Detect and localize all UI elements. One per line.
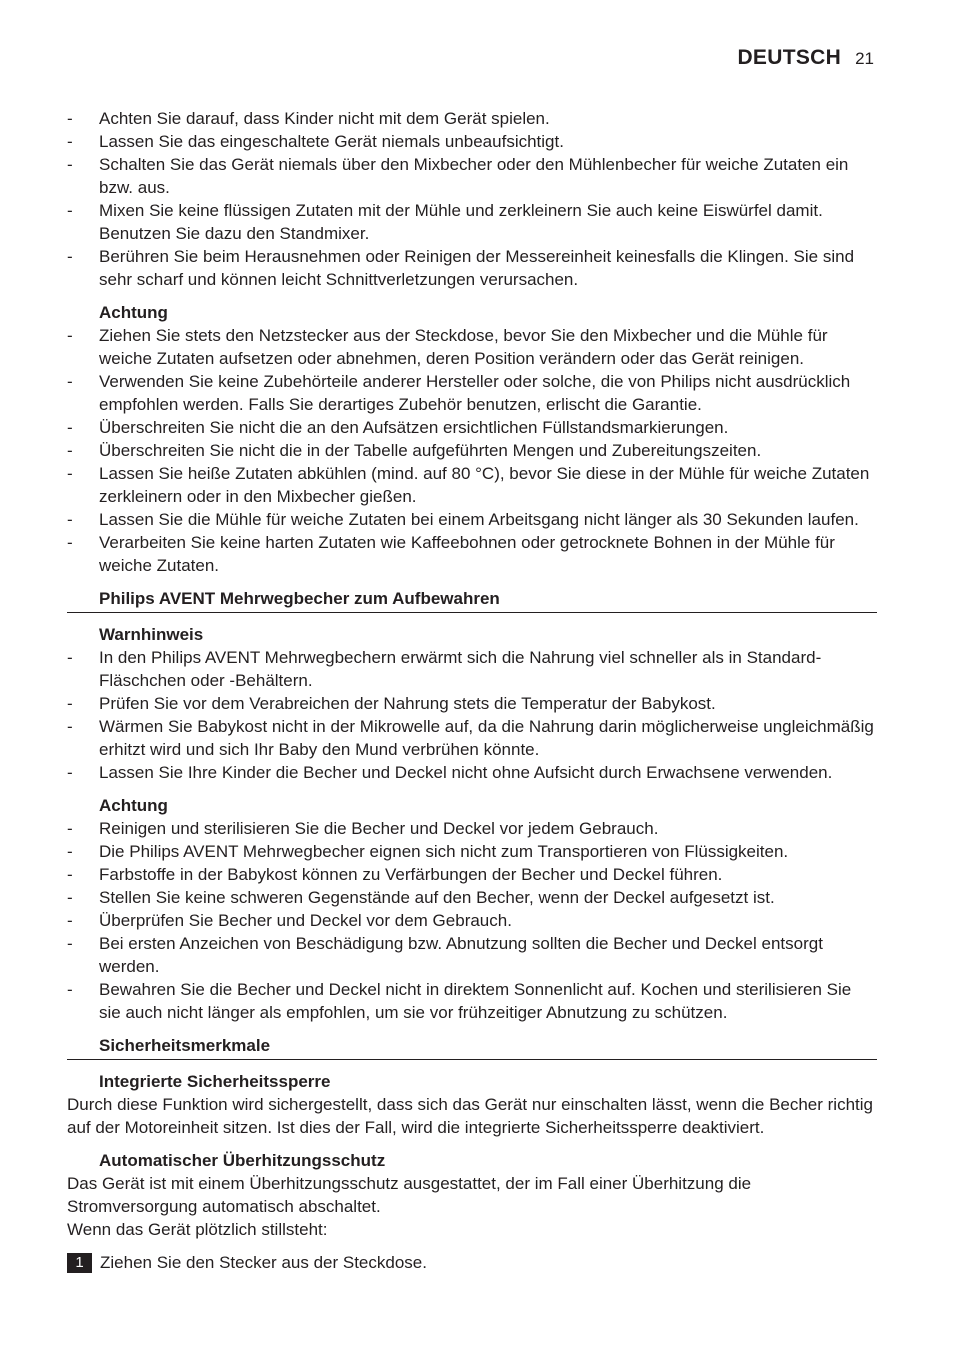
- step-item: [67, 1251, 877, 1274]
- list-item: - Farbstoffe in der Babykost können zu Verfärbungen der Becher und Deckel führen.: [67, 865, 723, 884]
- lock-heading: Integrierte Sicherheitssperre: [99, 1072, 331, 1091]
- page-number: 21: [855, 49, 874, 68]
- list-item: - Wärmen Sie Babykost nicht in der Mikrowelle auf, da die Nahrung darin möglicherweise ungleichmäßig erhitzt wird und sich Ihr Baby den Mund verbrühen könnte.: [67, 717, 874, 759]
- list-item: - Bewahren Sie die Becher und Deckel nicht in direktem Sonnenlicht auf. Kochen und sterilisieren Sie sie auch nicht länger als empfohlen, um sie vor frühzeitiger Abnutzung zu schützen.: [67, 980, 852, 1022]
- list-item: - Lassen Sie die Mühle für weiche Zutaten bei einem Arbeitsgang nicht länger als 30 Sekunden laufen.: [67, 510, 859, 529]
- list-item: - Verarbeiten Sie keine harten Zutaten wie Kaffeebohnen oder getrocknete Bohnen in der Mühle für weiche Zutaten.: [67, 533, 835, 575]
- caution-heading: Achtung: [99, 303, 168, 322]
- list-item: - Lassen Sie Ihre Kinder die Becher und Deckel nicht ohne Aufsicht durch Erwachsene verwenden.: [67, 763, 833, 782]
- list-item: - Stellen Sie keine schweren Gegenstände auf den Becher, wenn der Deckel aufgesetzt ist.: [67, 888, 775, 907]
- list-item: - Verwenden Sie keine Zubehörteile anderer Hersteller oder solche, die von Philips nicht ausdrücklich empfohlen werden. Falls Sie derartiges Zubehör benutzen, erlischt die Garantie.: [67, 372, 851, 414]
- step-number: 1: [67, 1253, 92, 1273]
- safety-list: [67, 107, 877, 291]
- list-item: - Überprüfen Sie Becher und Deckel vor dem Gebrauch.: [67, 911, 512, 930]
- caution-list: [67, 324, 877, 577]
- section-heading-safety-features: Sicherheitsmerkmale: [67, 1034, 877, 1060]
- list-item: - Bei ersten Anzeichen von Beschädigung bzw. Abnutzung sollten die Becher und Deckel entsorgt werden.: [67, 934, 823, 976]
- list-item: - Ziehen Sie stets den Netzstecker aus der Steckdose, bevor Sie den Mixbecher und die Mühle für weiche Zutaten aufsetzen oder abnehmen, deren Position verändern oder das Gerät reinigen.: [67, 326, 828, 368]
- warning-heading: Warnhinweis: [99, 625, 204, 644]
- caution-list: [67, 817, 877, 1024]
- caution-heading: Achtung: [99, 796, 168, 815]
- list-item: - Berühren Sie beim Herausnehmen oder Reinigen der Messereinheit keinesfalls die Klingen. Sie sind sehr scharf und können leicht Schnittverletzungen verursachen.: [67, 247, 855, 289]
- list-item: - Achten Sie darauf, dass Kinder nicht mit dem Gerät spielen.: [67, 109, 550, 128]
- list-item: - Lassen Sie heiße Zutaten abkühlen (mind. auf 80 °C), bevor Sie diese in der Mühle für weiche Zutaten zerkleinern oder in den Mixbecher gießen.: [67, 464, 870, 506]
- list-item: - Schalten Sie das Gerät niemals über den Mixbecher oder den Mühlenbecher für weiche Zutaten ein bzw. aus.: [67, 155, 849, 197]
- lock-description: Durch diese Funktion wird sichergestellt, dass sich das Gerät nur einschalten lässt, wenn die Becher richtig auf der Motoreinheit sitzen. Ist dies der Fall, wird die integrierte Sicherheitssperre deaktiviert.: [67, 1095, 873, 1137]
- section-heading-storage-cups: Philips AVENT Mehrwegbecher zum Aufbewahren: [67, 587, 877, 613]
- step-text: Ziehen Sie den Stecker aus der Steckdose.: [100, 1253, 427, 1272]
- overheat-instruction: Wenn das Gerät plötzlich stillsteht:: [67, 1220, 328, 1239]
- list-item: - In den Philips AVENT Mehrwegbechern erwärmt sich die Nahrung viel schneller als in Standard-Fläschchen oder -Behältern.: [67, 648, 822, 690]
- list-item: - Lassen Sie das eingeschaltete Gerät niemals unbeaufsichtigt.: [67, 132, 564, 151]
- list-item: - Die Philips AVENT Mehrwegbecher eignen sich nicht zum Transportieren von Flüssigkeiten.: [67, 842, 789, 861]
- list-item: - Mixen Sie keine flüssigen Zutaten mit der Mühle und zerkleinern Sie auch keine Eiswürfel damit. Benutzen Sie dazu den Standmixer.: [67, 201, 823, 243]
- list-item: - Prüfen Sie vor dem Verabreichen der Nahrung stets die Temperatur der Babykost.: [67, 694, 716, 713]
- warning-list: [67, 646, 877, 784]
- overheat-description: Das Gerät ist mit einem Überhitzungsschutz ausgestattet, der im Fall einer Überhitzung die Stromversorgung automatisch abschaltet.: [67, 1174, 752, 1216]
- list-item: - Überschreiten Sie nicht die in der Tabelle aufgeführten Mengen und Zubereitungszeiten.: [67, 441, 762, 460]
- list-item: - Überschreiten Sie nicht die an den Aufsätzen ersichtlichen Füllstandsmarkierungen.: [67, 418, 729, 437]
- page-header: [737, 46, 874, 70]
- list-item: - Reinigen und sterilisieren Sie die Becher und Deckel vor jedem Gebrauch.: [67, 819, 659, 838]
- document-body: [67, 107, 877, 1274]
- overheat-heading: Automatischer Überhitzungsschutz: [99, 1151, 386, 1170]
- language-label: DEUTSCH: [737, 46, 842, 69]
